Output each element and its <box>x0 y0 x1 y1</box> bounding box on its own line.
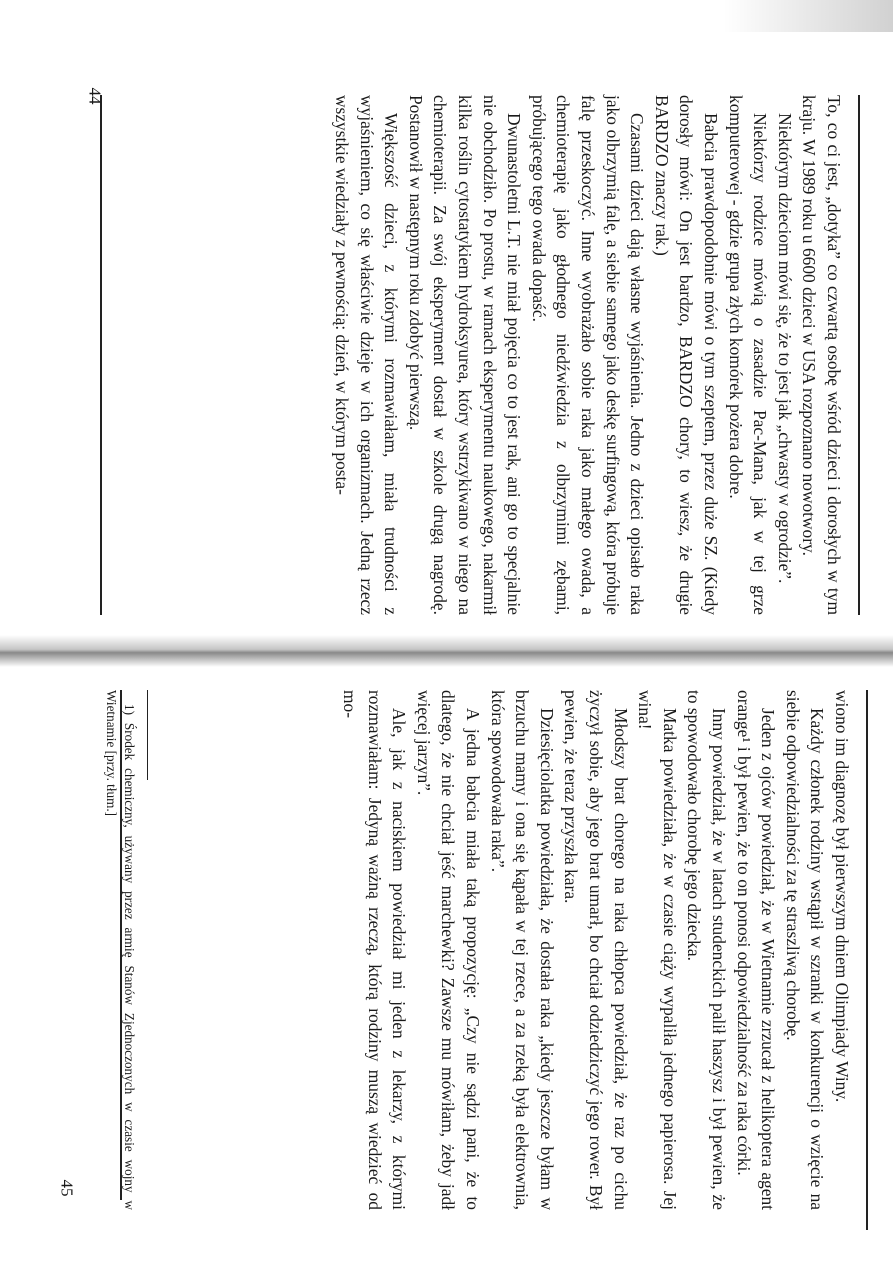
paragraph: Jeden z ojców powiedział, że w Wietnamie zrzucał z helikoptera agent orange¹ i był pewien, że to on ponosi odpowiedzialność za raka córki. <box>733 690 779 1210</box>
footnote-separator <box>147 690 148 780</box>
paragraph: To, co ci jest, „dotyka” co czwartą osobę wśród dzieci i dorosłych w tym kraju. W 1989 roku u 6600 dzieci w USA rozpoznano nowotwory. <box>799 95 844 615</box>
paragraph: Babcia prawdopodobnie mówi o tym szeptem, przez duże SZ. (Kiedy dorosły mówi: On jest bardzo, BARDZO chory, to wiesz, że drugie BARDZO znaczy rak.) <box>651 95 722 615</box>
scan-edge-shadow <box>723 0 893 32</box>
page-45-side-rule <box>866 690 868 1230</box>
page-number-45: 45 <box>57 1179 77 1197</box>
header-rule <box>101 95 103 615</box>
paragraph: Inny powiedział, że w latach studenckich palił haszysz i był pewien, że to spowodowało chorobę jego dziecka. <box>684 690 730 1210</box>
paragraph: Młodszy brat chorego na raka chłopca powiedział, że raz po cichu życzył sobie, aby jego brat umarł, bo chciał odziedziczyć jego rower. Był pewien, że teraz przyszła kara. <box>561 690 631 1210</box>
paragraph: Dziesięciolatka powiedziała, że dostała raka „kiedy jeszcze byłam w brzuchu mamy i ona się kąpała w tej rzece, a za rzeką była elektrownia, która spowodowała raka”. <box>487 690 557 1210</box>
page-45-text <box>338 690 854 1210</box>
paragraph: Niektórzy rodzice mówią o zasadzie Pac-Mana, jak w tej grze komputerowej - gdzie grupa złych komórek pożera dobre. <box>725 95 771 615</box>
page-45-rule <box>120 690 122 1200</box>
paragraph: Ale, jak z naciskiem powiedział mi jeden z lekarzy, z którymi rozmawiałam: Jedyną ważną rzeczą, którą rodziny muszą wiedzieć od mo- <box>340 690 410 1210</box>
paragraph: A jedna babcia miała taką propozycję: „Czy nie sądzi pani, że to dlatego, że nie chciał jeść marchewki? Zawsze mu mówiłam, żeby jadł więcej jarzyn”. <box>413 690 484 1210</box>
footnote: 1) Środek chemiczny, używany przez armię Stanów Zjednoczonych w czasie wojny w Wietnamie [przy. tłum.] <box>104 690 137 1210</box>
page-44-header <box>80 95 120 615</box>
paragraph: wiono im diagnozę był pierwszym dniem Olimpiady Winy. <box>832 690 852 1103</box>
page-45 <box>100 690 860 1210</box>
page-44-text <box>330 95 846 615</box>
page-44 <box>240 95 860 615</box>
book-spine-shadow <box>0 635 893 667</box>
paragraph: Niektórym dzieciom mówi się, że to jest jak „chwasty w ogrodzie”. <box>774 113 795 584</box>
paragraph: Czasami dzieci dają własne wyjaśnienia. Jedno z dzieci opisało raka jako olbrzymią falę, a siebie samego jako deskę surfingową, która próbuje falę przeskoczyć. Inne wyobrażało sobie raka jako małego owada, a chemioterapię jako głodnego niedźwiedzia z olbrzymimi zębami, próbującego tego owada dopaść. <box>528 95 648 615</box>
page-number-44: 44 <box>85 87 105 105</box>
paragraph: Większość dzieci, z którymi rozmawiałam, miała trudności z wyjaśnieniem, co się właściwie dzieje w ich organizmach. Jedną rzecz wszystkie wiedziały z pewnością: dzień, w którym posta- <box>332 95 402 615</box>
paragraph: Dwunastoletni L.T. nie miał pojęcia co to jest rak, ani go to specjalnie nie obchodziło. Po prostu, w ramach eksperymentu naukowego, nakarmił kilka roślin cytostatykiem hydroksyurea, który wstrzykiwano w niego na chemioterapii. Za swój eksperyment dostał w szkole drugą nagrodę. Postanowił w następnym roku zdobyć pierwszą. <box>405 95 525 615</box>
paragraph: Każdy członek rodziny wstąpił w szranki w konkurencji o wzięcie na siebie odpowiedzialności za tę straszliwą chorobę. <box>782 690 828 1210</box>
paragraph: Matka powiedziała, że w czasie ciąży wypaliła jednego papierosa. Jej wina! <box>635 690 680 1210</box>
page-rule-top <box>859 95 861 615</box>
